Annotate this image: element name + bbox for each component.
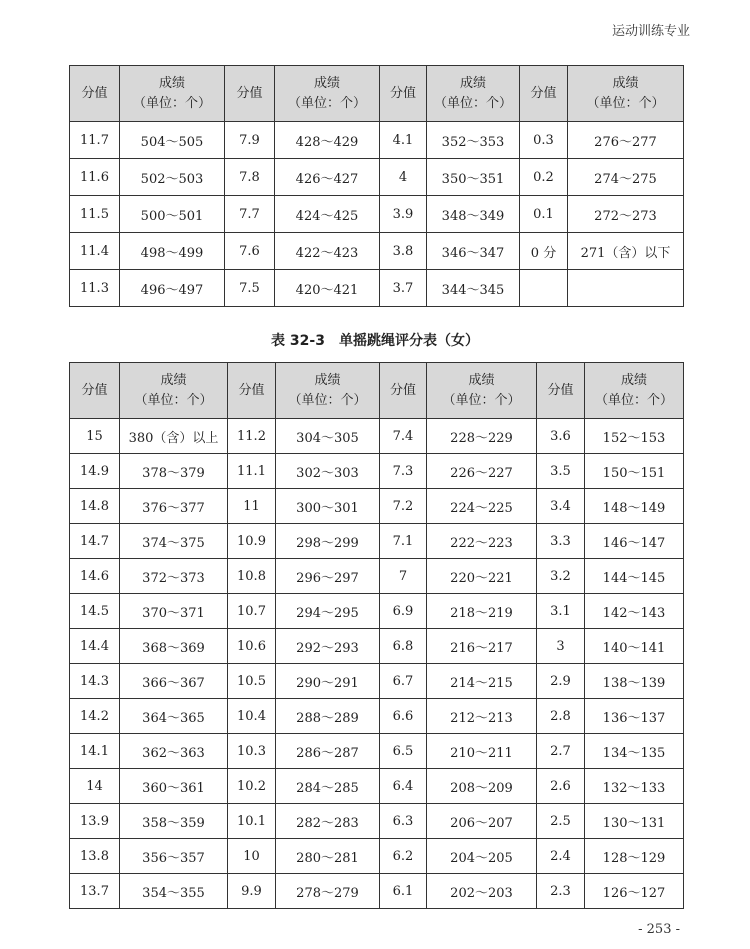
unit-label: （单位：个） (586, 95, 665, 111)
table-body (70, 122, 684, 307)
result-cell: 294～295 (276, 594, 380, 629)
score-cell: 11.4 (70, 233, 120, 270)
score-header: 分值 (380, 363, 427, 419)
result-cell: 150～151 (585, 454, 684, 489)
result-cell: 500～501 (120, 196, 225, 233)
score-cell: 0.1 (520, 196, 568, 233)
result-cell: 136～137 (585, 699, 684, 734)
result-cell: 222～223 (427, 524, 537, 559)
score-cell: 10.1 (228, 804, 276, 839)
result-cell: 378～379 (120, 454, 228, 489)
score-cell: 14.7 (70, 524, 120, 559)
table-row (70, 270, 684, 307)
score-cell: 7.2 (380, 489, 427, 524)
table-row (70, 594, 684, 629)
result-cell: 130～131 (585, 804, 684, 839)
score-cell: 14.6 (70, 559, 120, 594)
result-cell: 370～371 (120, 594, 228, 629)
result-cell: 298～299 (276, 524, 380, 559)
score-cell: 13.9 (70, 804, 120, 839)
result-header-label: 成绩 (612, 75, 639, 91)
result-header (276, 363, 380, 419)
table-caption: 表 32-3 单摇跳绳评分表（女） (271, 333, 479, 349)
result-cell: 428～429 (275, 122, 380, 159)
score-cell: 14.9 (70, 454, 120, 489)
score-cell: 10.3 (228, 734, 276, 769)
score-cell: 10.7 (228, 594, 276, 629)
result-cell: 288～289 (276, 699, 380, 734)
table-row (70, 159, 684, 196)
score-header: 分值 (537, 363, 585, 419)
score-cell: 14.5 (70, 594, 120, 629)
result-cell: 212～213 (427, 699, 537, 734)
result-cell: 138～139 (585, 664, 684, 699)
result-cell: 210～211 (427, 734, 537, 769)
score-cell: 3.6 (537, 419, 585, 454)
score-cell: 10.6 (228, 629, 276, 664)
result-cell: 204～205 (427, 839, 537, 874)
result-cell: 354～355 (120, 874, 228, 909)
score-cell: 6.4 (380, 769, 427, 804)
result-header (568, 66, 684, 122)
score-cell: 3.8 (380, 233, 427, 270)
table-row (70, 664, 684, 699)
result-cell: 214～215 (427, 664, 537, 699)
result-cell: 358～359 (120, 804, 228, 839)
result-cell: 348～349 (427, 196, 520, 233)
result-cell: 134～135 (585, 734, 684, 769)
score-cell: 6.3 (380, 804, 427, 839)
score-cell: 3.1 (537, 594, 585, 629)
table-body (70, 419, 684, 909)
result-cell: 356～357 (120, 839, 228, 874)
score-cell: 0 分 (520, 233, 568, 270)
score-cell: 3.5 (537, 454, 585, 489)
result-header (120, 66, 225, 122)
result-cell: 228～229 (427, 419, 537, 454)
score-cell: 11.3 (70, 270, 120, 307)
result-header (427, 66, 520, 122)
unit-label: （单位：个） (132, 95, 211, 111)
result-cell: 220～221 (427, 559, 537, 594)
result-cell: 374～375 (120, 524, 228, 559)
table-row (70, 524, 684, 559)
table-row (70, 804, 684, 839)
result-header-label: 成绩 (468, 372, 495, 388)
result-cell: 296～297 (276, 559, 380, 594)
score-cell: 14 (70, 769, 120, 804)
score-cell: 14.3 (70, 664, 120, 699)
score-cell: 14.2 (70, 699, 120, 734)
result-cell: 126～127 (585, 874, 684, 909)
score-header: 分值 (70, 363, 120, 419)
unit-label: （单位：个） (134, 392, 213, 408)
table-row (70, 122, 684, 159)
result-cell: 202～203 (427, 874, 537, 909)
score-cell: 0.3 (520, 122, 568, 159)
result-cell: 368～369 (120, 629, 228, 664)
unit-label: （单位：个） (594, 392, 673, 408)
score-cell: 7.6 (225, 233, 275, 270)
page-number: - 253 - (638, 922, 680, 937)
table-row (70, 699, 684, 734)
score-cell: 2.7 (537, 734, 585, 769)
score-cell: 11.6 (70, 159, 120, 196)
score-cell: 14.8 (70, 489, 120, 524)
result-cell: 146～147 (585, 524, 684, 559)
score-cell: 7.9 (225, 122, 275, 159)
result-cell: 218～219 (427, 594, 537, 629)
score-cell: 11.5 (70, 196, 120, 233)
score-cell: 14.4 (70, 629, 120, 664)
score-cell: 11.7 (70, 122, 120, 159)
table-row (70, 233, 684, 270)
score-cell: 10.8 (228, 559, 276, 594)
score-cell: 11.2 (228, 419, 276, 454)
score-cell: 7.8 (225, 159, 275, 196)
score-header: 分值 (228, 363, 276, 419)
score-cell: 10.2 (228, 769, 276, 804)
score-cell: 13.8 (70, 839, 120, 874)
result-cell: 290～291 (276, 664, 380, 699)
result-cell: 304～305 (276, 419, 380, 454)
result-cell: 366～367 (120, 664, 228, 699)
score-cell: 6.1 (380, 874, 427, 909)
result-cell: 206～207 (427, 804, 537, 839)
score-cell: 7.4 (380, 419, 427, 454)
result-cell: 380（含）以上 (120, 419, 228, 454)
result-cell: 360～361 (120, 769, 228, 804)
score-cell: 10.9 (228, 524, 276, 559)
result-cell: 362～363 (120, 734, 228, 769)
result-cell: 420～421 (275, 270, 380, 307)
score-cell: 2.5 (537, 804, 585, 839)
score-cell: 11 (228, 489, 276, 524)
result-header-label: 成绩 (313, 75, 340, 91)
result-cell: 344～345 (427, 270, 520, 307)
result-cell: 292～293 (276, 629, 380, 664)
table-row (70, 734, 684, 769)
score-header: 分值 (520, 66, 568, 122)
result-header (275, 66, 380, 122)
score-cell: 4.1 (380, 122, 427, 159)
score-cell: 7.5 (225, 270, 275, 307)
result-cell: 300～301 (276, 489, 380, 524)
unit-label: （单位：个） (442, 392, 521, 408)
table-row (70, 769, 684, 804)
result-cell: 274～275 (568, 159, 684, 196)
table-row (70, 559, 684, 594)
result-header (120, 363, 228, 419)
result-header-label: 成绩 (314, 372, 341, 388)
unit-label: （单位：个） (433, 95, 512, 111)
score-header: 分值 (380, 66, 427, 122)
table-row (70, 489, 684, 524)
result-header-label: 成绩 (459, 75, 486, 91)
score-cell: 3.4 (537, 489, 585, 524)
result-cell: 504～505 (120, 122, 225, 159)
result-cell: 350～351 (427, 159, 520, 196)
score-cell: 3.2 (537, 559, 585, 594)
result-cell: 128～129 (585, 839, 684, 874)
score-cell: 10 (228, 839, 276, 874)
score-cell: 6.5 (380, 734, 427, 769)
result-header-label: 成绩 (158, 75, 185, 91)
table-row (70, 629, 684, 664)
score-cell: 3 (537, 629, 585, 664)
score-header: 分值 (225, 66, 275, 122)
score-cell: 2.9 (537, 664, 585, 699)
result-cell: 280～281 (276, 839, 380, 874)
score-cell: 10.5 (228, 664, 276, 699)
unit-label: （单位：个） (288, 392, 367, 408)
table-row (70, 196, 684, 233)
score-header: 分值 (70, 66, 120, 122)
result-cell: 352～353 (427, 122, 520, 159)
running-head: 运动训练专业 (611, 24, 690, 39)
result-cell: 302～303 (276, 454, 380, 489)
score-cell: 0.2 (520, 159, 568, 196)
result-cell: 282～283 (276, 804, 380, 839)
score-cell: 6.8 (380, 629, 427, 664)
result-cell: 142～143 (585, 594, 684, 629)
score-cell: 15 (70, 419, 120, 454)
result-cell: 284～285 (276, 769, 380, 804)
score-cell: 7.1 (380, 524, 427, 559)
score-cell: 7 (380, 559, 427, 594)
score-cell: 14.1 (70, 734, 120, 769)
table-header-row (70, 363, 684, 419)
result-cell: 272～273 (568, 196, 684, 233)
result-cell: 372～373 (120, 559, 228, 594)
result-cell: 208～209 (427, 769, 537, 804)
result-cell (568, 270, 684, 307)
result-header (427, 363, 537, 419)
result-cell: 364～365 (120, 699, 228, 734)
table-row (70, 874, 684, 909)
result-cell: 271（含）以下 (568, 233, 684, 270)
score-cell: 3.9 (380, 196, 427, 233)
result-cell: 226～227 (427, 454, 537, 489)
result-cell: 152～153 (585, 419, 684, 454)
score-table-continued (69, 65, 684, 307)
table-header-row (70, 66, 684, 122)
result-header-label: 成绩 (160, 372, 187, 388)
result-cell: 424～425 (275, 196, 380, 233)
result-cell: 498～499 (120, 233, 225, 270)
result-cell: 132～133 (585, 769, 684, 804)
result-cell: 286～287 (276, 734, 380, 769)
score-cell: 3.7 (380, 270, 427, 307)
result-cell: 426～427 (275, 159, 380, 196)
score-cell: 10.4 (228, 699, 276, 734)
score-cell: 13.7 (70, 874, 120, 909)
score-cell: 2.4 (537, 839, 585, 874)
score-cell: 2.3 (537, 874, 585, 909)
score-cell: 2.8 (537, 699, 585, 734)
result-cell: 144～145 (585, 559, 684, 594)
score-cell: 3.3 (537, 524, 585, 559)
result-cell: 346～347 (427, 233, 520, 270)
score-cell: 6.2 (380, 839, 427, 874)
result-cell: 224～225 (427, 489, 537, 524)
score-cell: 7.7 (225, 196, 275, 233)
result-cell: 502～503 (120, 159, 225, 196)
score-cell: 6.6 (380, 699, 427, 734)
table-row (70, 839, 684, 874)
result-cell: 140～141 (585, 629, 684, 664)
result-header (585, 363, 684, 419)
result-cell: 148～149 (585, 489, 684, 524)
jump-rope-score-table-female (69, 362, 684, 909)
result-cell: 278～279 (276, 874, 380, 909)
result-cell: 376～377 (120, 489, 228, 524)
score-cell: 7.3 (380, 454, 427, 489)
result-cell: 276～277 (568, 122, 684, 159)
result-cell: 216～217 (427, 629, 537, 664)
score-cell (520, 270, 568, 307)
table-row (70, 419, 684, 454)
unit-label: （单位：个） (287, 95, 366, 111)
table-row (70, 454, 684, 489)
score-cell: 2.6 (537, 769, 585, 804)
score-cell: 6.7 (380, 664, 427, 699)
score-cell: 9.9 (228, 874, 276, 909)
result-header-label: 成绩 (620, 372, 647, 388)
score-cell: 4 (380, 159, 427, 196)
score-cell: 11.1 (228, 454, 276, 489)
result-cell: 496～497 (120, 270, 225, 307)
score-cell: 6.9 (380, 594, 427, 629)
result-cell: 422～423 (275, 233, 380, 270)
